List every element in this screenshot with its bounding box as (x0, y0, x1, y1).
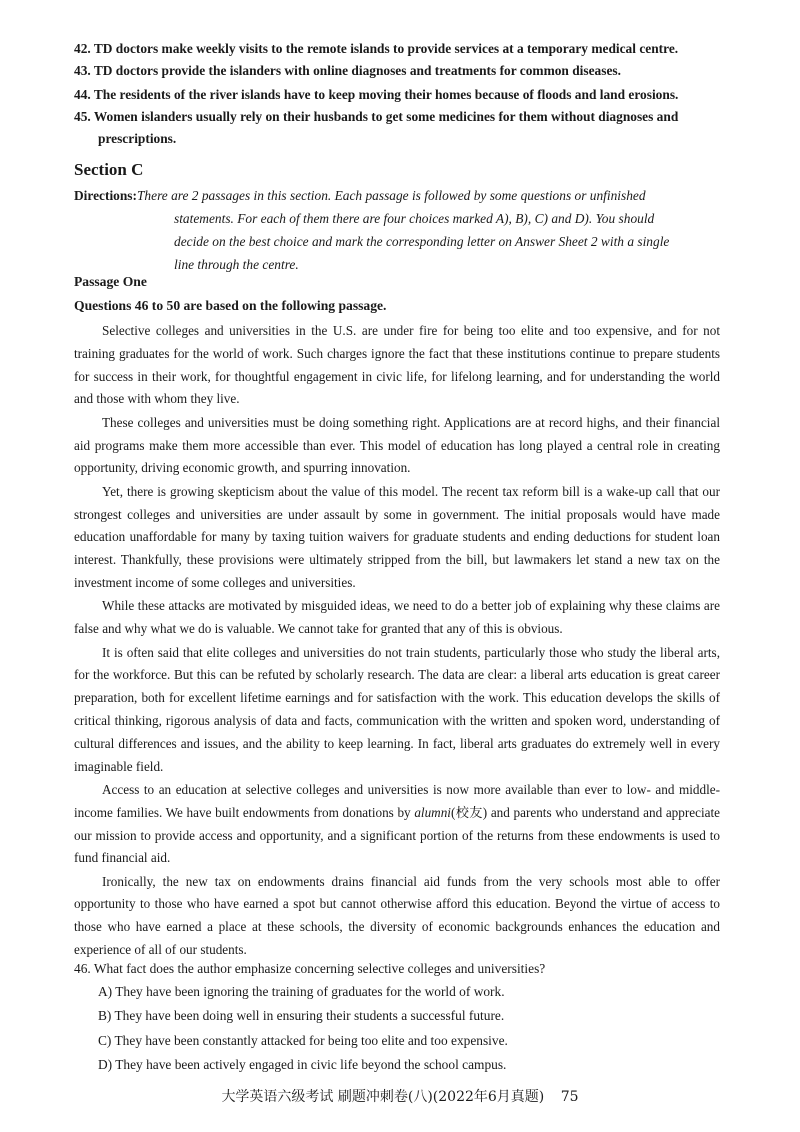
page-number: 75 (560, 1089, 579, 1105)
statement-43 (74, 60, 724, 82)
directions-line-2: statements. For each of them there are four choices marked A), B), C) and D). You should (174, 211, 655, 226)
option-c[interactable]: C) They have been constantly attacked for being too elite and too expensive. (98, 1032, 508, 1048)
paragraph-4: While these attacks are motivated by misguided ideas, we need to do a better job of explaining why these claims are false and why what we do is valuable. We cannot take for granted that any of this is obvious. (74, 598, 720, 637)
footer-title: 大学英语六级考试 刷题冲刺卷(八)(2022年6月真题) (221, 1089, 545, 1105)
statement-number: 44. (74, 87, 91, 102)
directions-line-1: Directions:There are 2 passages in this section. Each passage is followed by some questions or unfinished (74, 188, 646, 203)
directions-line-3: decide on the best choice and mark the corresponding letter on Answer Sheet 2 with a single (174, 234, 670, 249)
statement-number: 43. (74, 63, 91, 78)
statement-text: TD doctors make weekly visits to the remote islands to provide services at a temporary medical centre. (93, 41, 679, 56)
statement-text: Women islanders usually rely on their husbands to get some medicines for them without diagnoses and prescriptions. (93, 109, 679, 146)
directions-line-4: line through the centre. (174, 257, 299, 272)
passage-body (74, 320, 720, 962)
statement-44 (74, 84, 724, 106)
statement-number: 42. (74, 41, 91, 56)
directions-label: Directions: (74, 188, 137, 203)
question-range: Questions 46 to 50 are based on the following passage. (74, 298, 387, 313)
page-footer (0, 1086, 800, 1106)
paragraph-7: Ironically, the new tax on endowments drains financial aid funds from the very schools most able to offer opportunity to those who have earned a spot but cannot otherwise afford this education. Beyond the virtue of access to those who have earned a place at these schools, the diversity of economic backgrounds enhances the education and experience of all of our students. (74, 873, 720, 958)
section-title: Section C (74, 160, 144, 179)
statement-text: TD doctors provide the islanders with online diagnoses and treatments for common diseases. (93, 63, 621, 78)
option-a[interactable]: A) They have been ignoring the training of graduates for the world of work. (98, 984, 505, 999)
directions (74, 184, 722, 276)
paragraph-2: These colleges and universities must be doing something right. Applications are at record highs, and their financial aid programs make them more accessible than ever. This model of education has long played a central role in creating opportunity, driving economic growth, and spurring innovation. (74, 414, 720, 476)
question-46-stem: 46. What fact does the author emphasize concerning selective colleges and universities? (74, 961, 546, 976)
passage-label: Passage One (74, 274, 147, 289)
paragraph-5: It is often said that elite colleges and universities do not train students, particularly those who study the liberal arts, for the workforce. But this can be refuted by scholarly research. The data are clear: a liberal arts education is great career preparation, both for excellent lifetime earnings and for satisfaction with the work. This education develops the skills of critical thinking, rigorous analysis of data and facts, communication with the written and spoken word, understanding of cultural differences and issues, and the ability to keep learning. In fact, liberal arts graduates do extremely well in every imaginable field. (74, 644, 720, 774)
statement-42 (74, 38, 724, 60)
statement-45 (74, 106, 748, 150)
paragraph-3: Yet, there is growing skepticism about the value of this model. The recent tax reform bill is a wake-up call that our strongest colleges and universities are under assault by some in government. The initial proposals would have made education unaffordable for many by taxing tuition waivers for graduate students and ending deductions for student loan interest. Thankfully, these provisions were ultimately stripped from the bill, but lawmakers let stand a new tax on the investment income of some colleges and universities. (74, 483, 720, 590)
paragraph-1: Selective colleges and universities in the U.S. are under fire for being too elite and too expensive, and for not training graduates for the world of work. Such charges ignore the fact that these institutions continue to prepare students for success in their work, for thoughtful engagement in civic life, for lifelong learning, and for understanding the world and those with whom they live. (74, 323, 720, 407)
alumni-term: alumni (414, 804, 451, 820)
option-d[interactable]: D) They have been actively engaged in civic life beyond the school campus. (98, 1056, 507, 1072)
statement-text: The residents of the river islands have to keep moving their homes because of floods and land erosions. (93, 87, 679, 102)
paragraph-6: Access to an education at selective colleges and universities is now more available than ever to low- and middle-income families. We have built endowments from donations by alumni(校友) and parents who understand and appreciate our mission to provide access and opportunity, and a significant portion of the returns from these endowments is used to fund financial aid. (74, 781, 720, 866)
option-b[interactable]: B) They have been doing well in ensuring their students a successful future. (98, 1008, 505, 1024)
question-46-options (98, 980, 508, 1077)
statement-number: 45. (74, 109, 91, 124)
